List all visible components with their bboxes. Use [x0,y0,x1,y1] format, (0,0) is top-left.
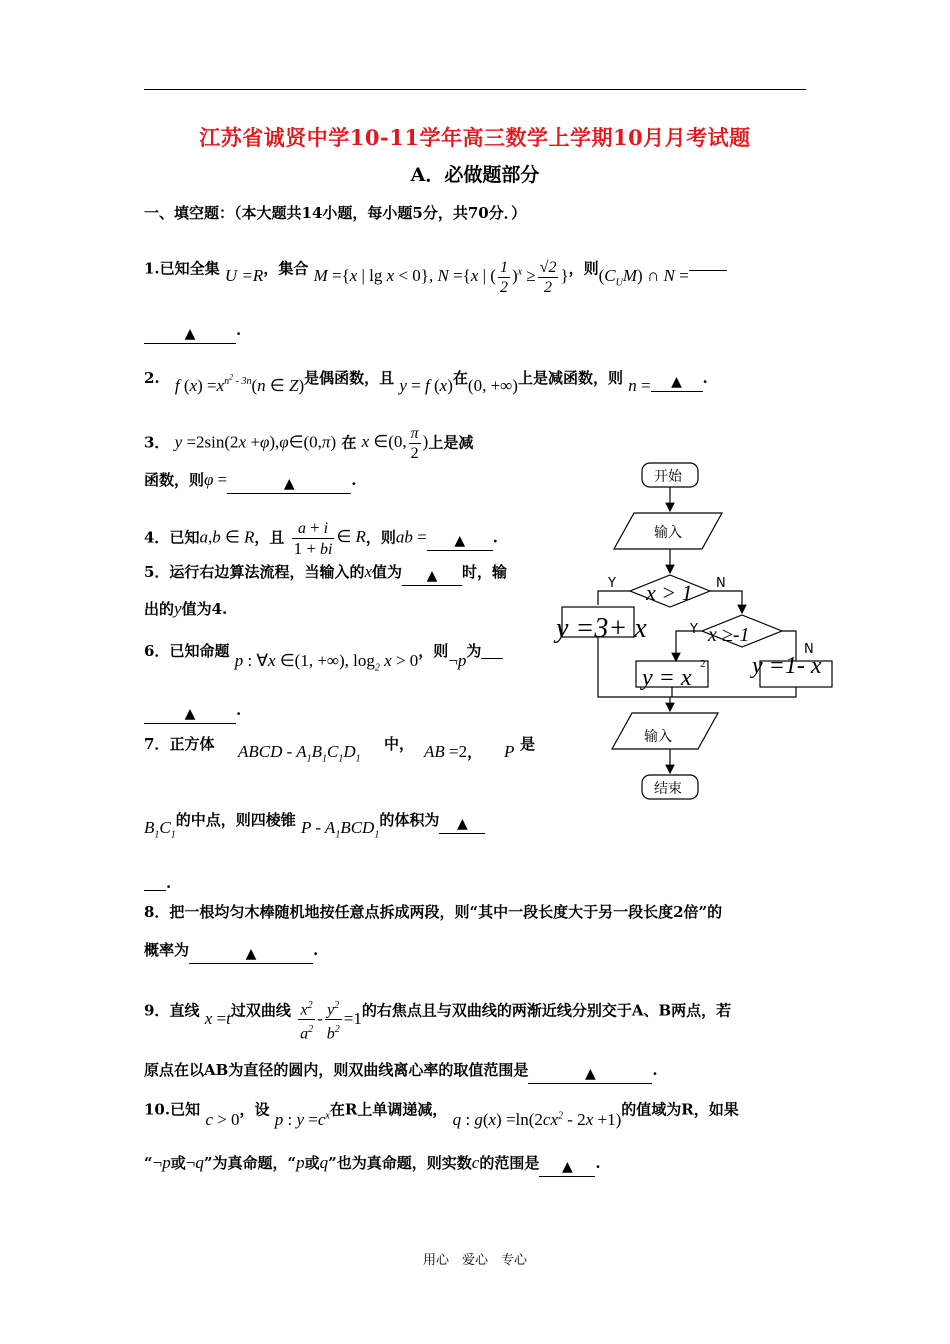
question-10-line-1 [144,1096,739,1129]
flowchart-no-label-2: N [804,642,814,657]
q5-text-3: 时，输 [462,563,508,581]
flowchart [550,455,850,805]
q7-math-edge: AB =2 [424,742,468,761]
question-7-text-2: 中， [384,735,415,753]
flowchart-end-label: 结束 [654,781,682,797]
q3-math-function: y =2sin(2x +φ),φ∈(0,π) [174,432,337,452]
q9-text-4: 原点在以AB为直径的圆内，则双曲线离心率的取值范围是 [144,1061,529,1079]
q10-math-q: q : $g(x) =\ln(2cx^2 - 2x +1)$ [452,1109,622,1129]
q7-text-6: 的体积为 [379,811,440,829]
question-7-line-2 [144,810,485,841]
page-title: 江苏省诚贤中学10-11学年高三数学上学期10月月考试题 [199,125,751,150]
q6-text-2: ，则 [418,642,449,660]
q1-text-2: ，集合 [263,259,309,278]
question-5-line-1 [144,562,507,586]
q2-text-2: 在 [452,368,468,387]
flowchart-start-label: 开始 [654,469,682,485]
q10-math-not-q: ¬q [185,1153,204,1172]
q7-math-cube-name: ABCD - $A_1B_1C_1D_1$ [238,742,361,765]
q6-math-not-p: ¬p [448,651,467,670]
q3-text-3: 函数，则 [144,471,205,489]
q10-text-9: ”也为真命题，则实数 [328,1154,472,1172]
q10-math-p2: p [296,1153,305,1172]
q7-math-segment: $B_1C_1$ [144,818,176,841]
flowchart-assign2-exponent: 2 [700,658,706,670]
q6-blank-start [481,640,503,659]
q1-math-sets: M ={x | lg x < 0}, N ={x | ( $\frac{1}{2}$ )$^x$ ≥ $\frac{√2}{2}$ } [313,259,569,296]
q5-math-y: y [174,599,182,618]
q7-text-3: ， [467,743,483,761]
q1-math-result: $(C_UM)$ ∩ N = [598,266,689,289]
q10-math-q2: q [319,1153,329,1172]
flowchart-yes-label-2: Y [690,622,698,637]
question-7-math-ab [424,742,482,762]
q4-math-fraction: $\frac{a + i}{1 + bi}$ ∈ R [293,518,366,558]
q4-text-1: 已知 [169,528,200,547]
flowchart-assign2-label: y = x [642,665,692,691]
q6-text-1: 已知命题 [169,642,230,660]
page-footer: 用心 爱心 专心 [422,1253,527,1268]
q10-number: 10. [144,1100,171,1119]
question-1-line-1 [144,250,727,296]
q10-text-10: 的范围是 [479,1154,540,1172]
q7-text-1: 正方体 [169,735,215,753]
question-3-line-1 [144,424,473,463]
q2-math-y: y = f (x) [399,375,453,395]
q7-number: 7． [144,735,170,753]
q4-number: 4． [144,528,170,547]
q10-text-2: ，设 [239,1100,270,1119]
q2-math-n: n = [628,375,651,395]
q8-text-2: 概率为 [144,941,190,959]
q9-math-hyperbola: $\frac{x^2}{a^2}$ - $\frac{y^2}{b^2}$ =1 [296,1009,362,1028]
q7-math-point: P [504,742,515,761]
q4-text-3: ，则 [365,528,396,547]
q9-text-2: 过双曲线 [230,1001,291,1020]
flowchart-assign3-label: y =1- x [752,653,822,679]
q9-text-1: 直线 [169,1001,200,1020]
q5-math-x: x [364,562,372,581]
q2-answer-blank: ▲ [651,373,703,392]
q5-text-5: 值为4. [181,600,228,618]
q10-math-not-p: ¬p [152,1153,171,1172]
question-7-line-1 [144,734,214,754]
q3-text-2: 上是减 [428,433,474,452]
q1-math-universe: U =R [224,266,264,286]
q3-math-interval: x ∈(0, $\frac{\pi}{2}$ ) [361,425,429,462]
q10-text-8: 或 [304,1154,320,1172]
q2-number: 2. [144,368,160,387]
flowchart-cond1-label: x > 1 [646,580,693,605]
question-1-line-2: ▲ . [144,320,241,344]
question-7-math-p [504,742,514,762]
q2-math-interval: (0, +∞) [467,375,518,395]
question-10-line-2: “¬p或¬q”为真命题，“p或q”也为真命题，则实数c的范围是 ▲ . [144,1153,601,1175]
q1-blank-start [689,270,727,271]
q4-text-2: ，且 [254,528,285,547]
q9-number: 9． [144,1001,170,1020]
q5-text-2: 值为 [372,563,403,581]
flowchart-branch-yes-1 [598,591,630,605]
q6-number: 6． [144,642,170,660]
q9-text-3: 的右焦点且与双曲线的两渐近线分别交于A、B两点，若 [361,1001,732,1020]
q3-math-phi: φ = [204,470,228,489]
question-6-line-1 [144,640,503,674]
flowchart-assign1-label: y =3+ x [556,613,647,644]
flowchart-branch-yes-2 [676,631,702,661]
q10-text-6: 或 [170,1154,186,1172]
q10-text-3: 在R上单调递减， [329,1100,448,1119]
q7-answer-blank: ▲ [439,815,485,834]
q9-answer-blank: ▲ [528,1065,652,1084]
q7-blank-end [144,872,166,891]
q10-text-5: “ [144,1154,153,1172]
q8-answer-blank: ▲ [189,945,313,964]
question-8-line-1: 8．把一根均匀木棒随机地按任意点拆成两段，则“其中一段长度大于另一段长度2倍”的 [144,903,723,921]
q3-number: 3． [144,433,170,452]
question-2: 2. f $(x) =x^{n^2 - 3n}(n$ ∈ Z)是偶函数，且 y = f (x)在(0, +∞)上是减函数，则 n = ▲ . [144,368,708,395]
q10-text-4: 的值域为R，如果 [621,1100,739,1119]
q6-math-proposition: p : ∀x ∈(1, +∞), $\log_2 x > 0$ [234,651,419,674]
flowchart-input-label: 输入 [654,525,682,541]
flowchart-branch-no-1 [710,591,742,613]
flowchart-cond2-label: x ≥-1 [708,624,750,646]
q4-math-product: ab = [395,527,427,547]
q5-answer-blank: ▲ [402,567,462,586]
q7-math-pyramid: P - $A_1BCD_1$ [300,818,380,841]
question-9-line-1 [144,988,732,1043]
q1-text-1: 已知全集 [159,259,220,278]
question-8-line-2: 概率为 ▲ . [144,941,319,962]
question-9-line-2: 原点在以AB为直径的圆内，则双曲线离心率的取值范围是 ▲ . [144,1061,658,1082]
flowchart-output-label: 输入 [644,729,672,745]
header-rule [144,89,806,90]
question-7-line-3: . [144,872,171,893]
question-5-line-2 [144,599,227,619]
q2-math-function: f $(x) =x^{n^2 - 3n}(n$ ∈ Z) [174,373,305,395]
q10-math-c: c > 0 [205,1109,240,1129]
question-7-text-4: 是 [520,735,536,753]
q1-text-3: ，则 [568,259,599,278]
section-heading: 一、填空题：（本大题共14小题，每小题5分，共70分．） [144,204,527,222]
q10-text-1: 已知 [170,1100,201,1119]
q10-math-c2: c [471,1153,480,1172]
q10-text-7: ”为真命题，“ [203,1154,297,1172]
q3-text-1: 在 [341,433,357,452]
q2-text-3: 上是减函数，则 [517,368,623,387]
q9-math-line: x =t [204,1008,231,1028]
q6-answer-blank: ▲ [144,705,236,724]
question-3-line-2: 函数，则φ = ▲ . [144,470,357,492]
question-4: 4．已知a,b ∈ R，且 $\frac{a + i}{1 + bi}$ ∈ R，则ab = ▲ . [144,518,498,558]
question-6-line-2: ▲ . [144,700,241,724]
q1-number: 1. [144,259,160,278]
section-subtitle: A．必做题部分 [410,164,540,186]
q3-answer-blank: ▲ [227,475,351,494]
question-7-math-cube [238,742,361,769]
flowchart-no-label-1: N [716,576,726,591]
q4-answer-blank: ▲ [427,532,493,551]
q1-answer-blank: ▲ [144,325,236,344]
q10-math-p: p : $y =c^x$ [274,1109,330,1129]
q2-text-1: 是偶函数，且 [304,368,395,387]
q6-text-3: 为 [466,642,482,660]
flowchart-yes-label-1: Y [608,576,616,591]
q10-answer-blank: ▲ [539,1158,595,1177]
q4-math-ab: a,b ∈ R [199,527,255,547]
q5-text-1: 5．运行右边算法流程，当输入的 [144,563,365,581]
q7-text-5: 的中点，则四棱锥 [175,811,296,829]
q5-text-4: 出的 [144,600,175,618]
